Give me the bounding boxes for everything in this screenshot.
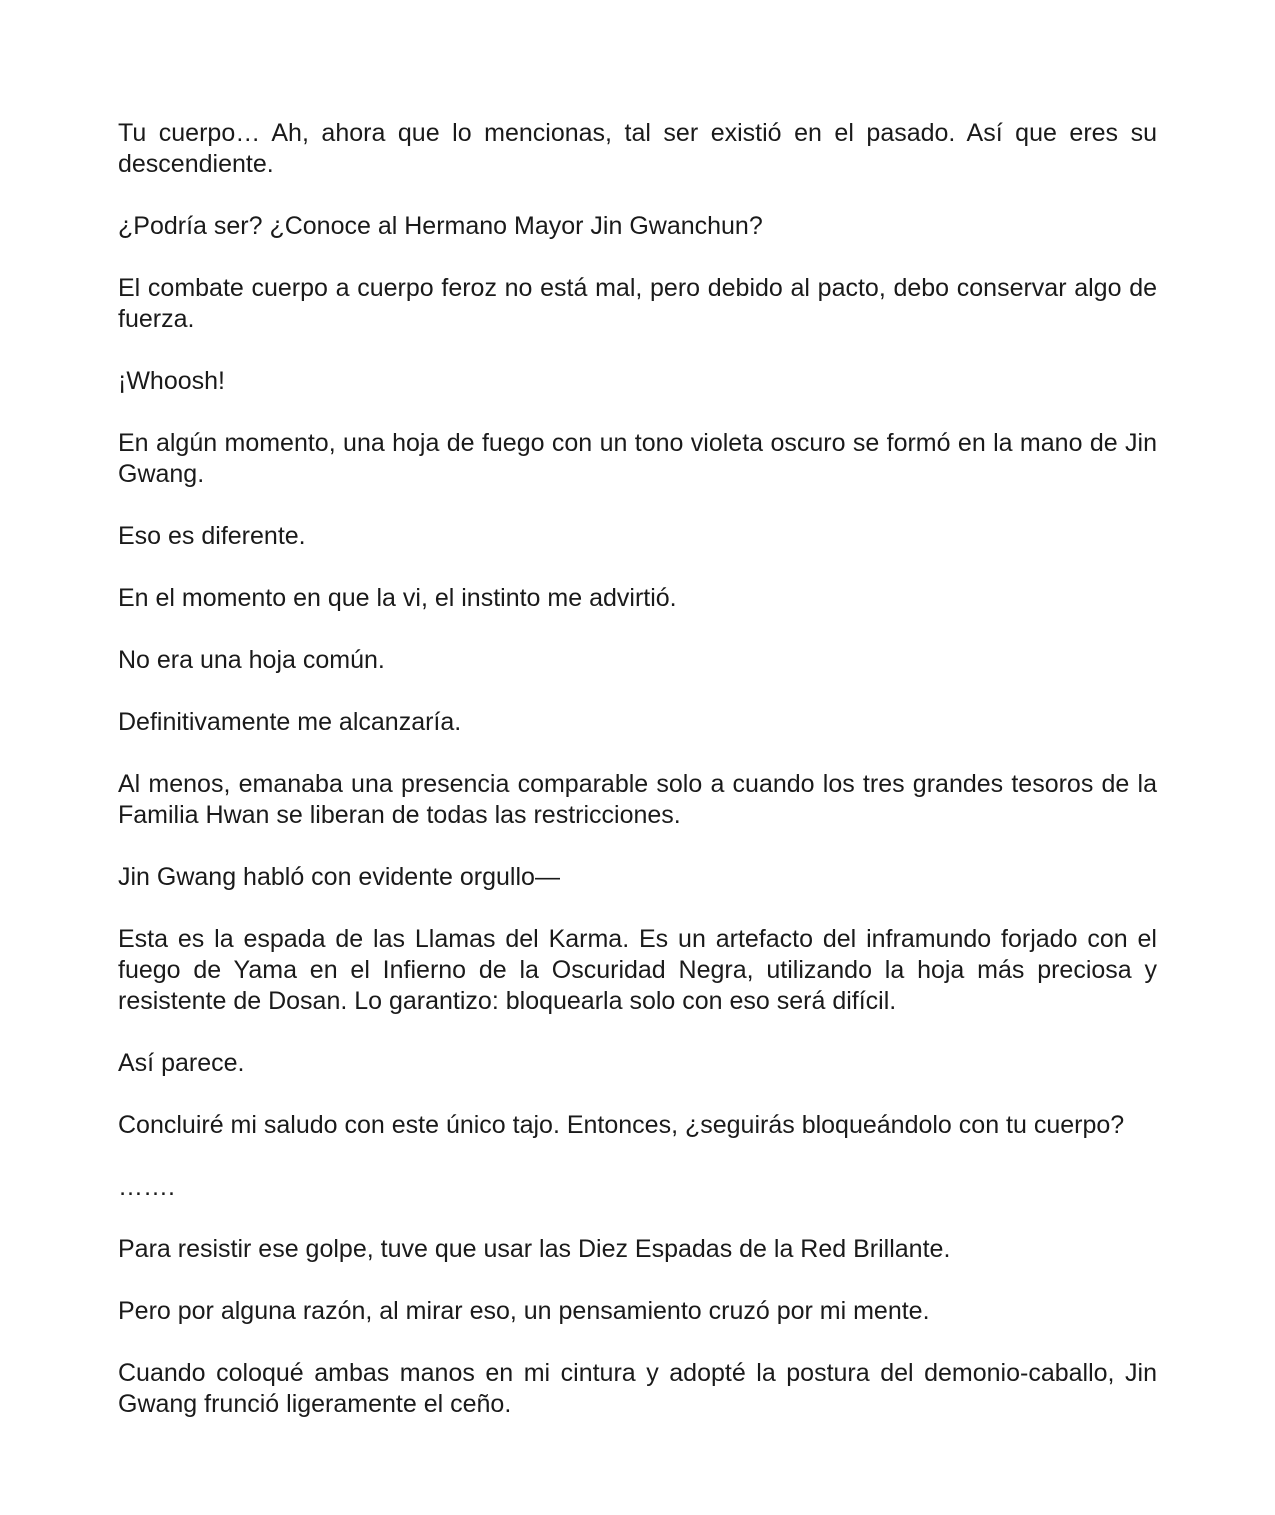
document-body: [118, 118, 1157, 1451]
paragraph: Definitivamente me alcanzaría.: [118, 708, 462, 736]
paragraph: El combate cuerpo a cuerpo feroz no está mal, pero debido al pacto, debo conservar algo de fuerza.: [118, 274, 1157, 333]
paragraph: Así parece.: [118, 1049, 245, 1077]
paragraph: Al menos, emanaba una presencia comparable solo a cuando los tres grandes tesoros de la Familia Hwan se liberan de todas las restricciones.: [118, 770, 1157, 829]
paragraph: Cuando coloqué ambas manos en mi cintura y adopté la postura del demonio-caballo, Jin Gwang frunció ligeramente el ceño.: [118, 1359, 1157, 1418]
paragraph: Esta es la espada de las Llamas del Karma. Es un artefacto del inframundo forjado con el fuego de Yama en el Infierno de la Oscuridad Negra, utilizando la hoja más preciosa y resistente de Dosan. Lo garantizo: bloquearla solo con eso será difícil.: [118, 925, 1157, 1015]
paragraph: ¿Podría ser? ¿Conoce al Hermano Mayor Jin Gwanchun?: [118, 212, 763, 240]
paragraph: En el momento en que la vi, el instinto me advirtió.: [118, 584, 677, 612]
paragraph: ¡Whoosh!: [118, 367, 225, 395]
paragraph: Concluiré mi saludo con este único tajo. Entonces, ¿seguirás bloqueándolo con tu cuerpo?: [118, 1111, 1125, 1139]
paragraph: Para resistir ese golpe, tuve que usar las Diez Espadas de la Red Brillante.: [118, 1235, 951, 1263]
paragraph: No era una hoja común.: [118, 646, 385, 674]
paragraph: Tu cuerpo… Ah, ahora que lo mencionas, tal ser existió en el pasado. Así que eres su descendiente.: [118, 119, 1157, 178]
paragraph: Pero por alguna razón, al mirar eso, un pensamiento cruzó por mi mente.: [118, 1297, 930, 1325]
paragraph: Jin Gwang habló con evidente orgullo—: [118, 863, 560, 891]
paragraph: Eso es diferente.: [118, 522, 306, 550]
paragraph: En algún momento, una hoja de fuego con un tono violeta oscuro se formó en la mano de Jin Gwang.: [118, 429, 1157, 488]
paragraph: …….: [118, 1173, 175, 1201]
